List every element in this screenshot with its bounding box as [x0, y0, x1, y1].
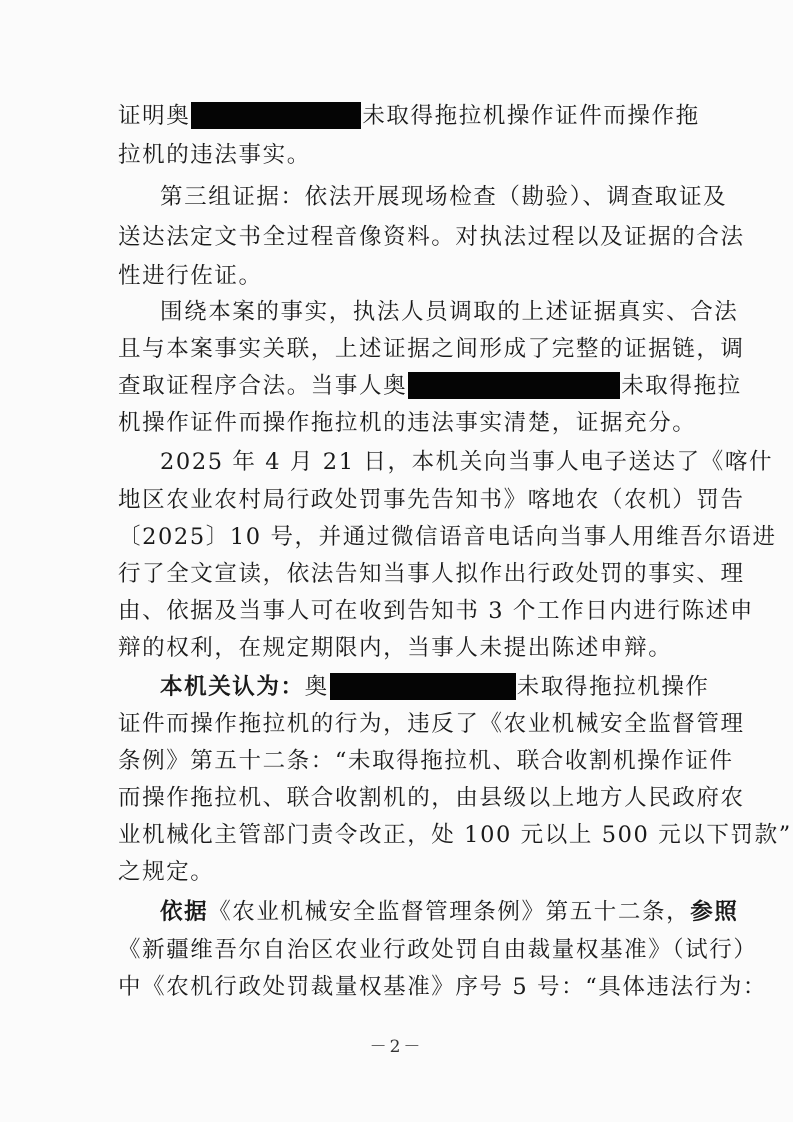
redaction-box: [191, 102, 361, 129]
text-line: 而操作拖拉机、联合收割机的，由县级以上地方人民政府农: [118, 785, 745, 811]
text-line: 辩的权利，在规定期限内，当事人未提出陈述申辩。: [118, 635, 673, 661]
redaction-box: [330, 673, 516, 700]
text-line: 送达法定文书全过程音像资料。对执法过程以及证据的合法: [118, 224, 745, 250]
text-line: 《新疆维吾尔自治区农业行政处罚自由裁量权基准》（试行）: [118, 937, 758, 963]
text-line: 依据《农业机械安全监督管理条例》第五十二条，参照: [160, 899, 739, 925]
text-line: 业机械化主管部门责令改正，处 100 元以上 500 元以下罚款”: [118, 822, 792, 848]
text-line: 证明奥 未取得拖拉机操作证件而操作拖: [118, 103, 700, 129]
page-number: －2－: [369, 1037, 424, 1057]
text-line: 之规定。: [118, 859, 215, 885]
text-line: 2025 年 4 月 21 日，本机关向当事人电子送达了《喀什: [160, 449, 774, 475]
text-line: 〔2025〕10 号，并通过微信语音电话向当事人用维吾尔语进: [118, 524, 777, 550]
text-line: 本机关认为：奥 未取得拖拉机操作: [160, 674, 710, 700]
text-line: 地区农业农村局行政处罚事先告知书》喀地农（农机）罚告: [118, 487, 745, 513]
text-line: 围绕本案的事实，执法人员调取的上述证据真实、合法: [160, 299, 739, 325]
text-line: 由、依据及当事人可在收到告知书 3 个工作日内进行陈述申: [118, 598, 754, 624]
text-line: 且与本案事实关联，上述证据之间形成了完整的证据链，调: [118, 336, 745, 362]
text-line: 机操作证件而操作拖拉机的违法事实清楚，证据充分。: [118, 410, 697, 436]
text-line: 条例》第五十二条：“未取得拖拉机、联合收割机操作证件: [118, 748, 734, 774]
text-line: 第三组证据：依法开展现场检查（勘验）、调查取证及: [160, 184, 728, 210]
text-line: 查取证程序合法。当事人奥 未取得拖拉: [118, 373, 742, 399]
text-line: 性进行佐证。: [118, 263, 263, 289]
text-line: 拉机的违法事实。: [118, 142, 311, 168]
text-line: 中《农机行政处罚裁量权基准》序号 5 号：“具体违法行为：: [118, 974, 768, 1000]
redaction-box: [408, 372, 620, 399]
text-line: 行了全文宣读，依法告知当事人拟作出行政处罚的事实、理: [118, 561, 745, 587]
text-line: 证件而操作拖拉机的行为，违反了《农业机械安全监督管理: [118, 711, 745, 737]
